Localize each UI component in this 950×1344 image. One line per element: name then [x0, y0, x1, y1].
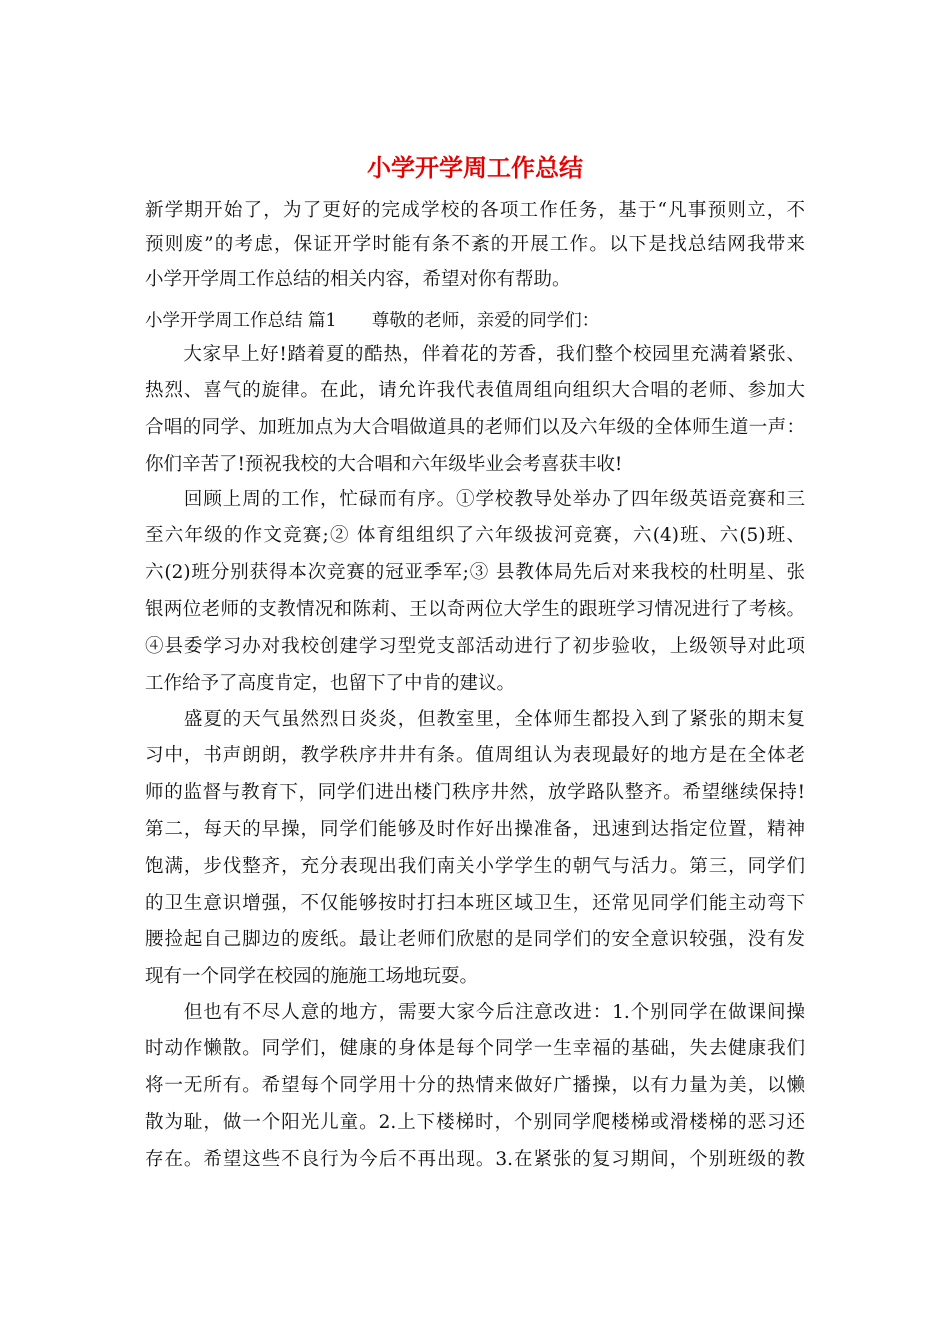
body-line: 回顾上周的工作，忙碌而有序。①学校教导处举办了四年级英语竞赛和三 — [145, 489, 805, 510]
body-line: 工作给予了高度肯定，也留下了中肯的建议。 — [145, 673, 516, 694]
body-line: ④县委学习办对我校创建学习型党支部活动进行了初步验收，上级领导对此项 — [145, 636, 805, 657]
body-line: 新学期开始了，为了更好的完成学校的各项工作任务，基于“凡事预则立，不 — [145, 200, 805, 221]
body-line: 存在。希望这些不良行为今后不再出现。3.在紧张的复习期间，个别班级的教 — [145, 1149, 805, 1170]
body-line: 大家早上好!踏着夏的酷热，伴着花的芳香，我们整个校园里充满着紧张、 — [145, 344, 805, 365]
body-line: 但也有不尽人意的地方，需要大家今后注意改进：1.个别同学在做课间操 — [145, 1002, 805, 1023]
body-line: 腰捡起自己脚边的废纸。最让老师们欣慰的是同学们的安全意识较强，没有发 — [145, 929, 805, 950]
body-line: 六(2)班分别获得本次竞赛的冠亚季军;③ 县教体局先后对来我校的杜明星、张 — [145, 562, 805, 583]
body-line: 第二，每天的早操，同学们能够及时作好出操准备，迅速到达指定位置，精神 — [145, 819, 805, 840]
body-line: 师的监督与教育下，同学们进出楼门秩序井然，放学路队整齐。希望继续保持! — [145, 782, 805, 803]
document-title: 小学开学周工作总结 — [367, 153, 583, 182]
body-line: 将一无所有。希望每个同学用十分的热情来做好广播操，以有力量为美，以懒 — [145, 1075, 805, 1096]
body-line: 饱满，步伐整齐，充分表现出我们南关小学学生的朝气与活力。第三，同学们 — [145, 856, 805, 877]
section-heading-line: 小学开学周工作总结 篇1 尊敬的老师，亲爱的同学们： — [145, 311, 600, 331]
body-line: 现有一个同学在校园的施施工场地玩耍。 — [145, 966, 479, 987]
body-line: 至六年级的作文竞赛;② 体育组组织了六年级拔河竞赛，六(4)班、六(5)班、 — [145, 525, 805, 546]
body-line: 热烈、喜气的旋律。在此，请允许我代表值周组向组织大合唱的老师、参加大 — [145, 380, 805, 401]
body-line: 小学开学周工作总结的相关内容，希望对你有帮助。 — [145, 269, 571, 290]
body-line: 盛夏的天气虽然烈日炎炎，但教室里，全体师生都投入到了紧张的期末复 — [145, 709, 805, 730]
body-line: 你们辛苦了!预祝我校的大合唱和六年级毕业会考喜获丰收! — [145, 454, 623, 475]
body-line: 的卫生意识增强，不仅能够按时打扫本班区域卫生，还常见同学们能主动弯下 — [145, 893, 805, 914]
body-line: 预则废”的考虑，保证开学时能有条不紊的开展工作。以下是找总结网我带来 — [145, 234, 805, 255]
body-line: 合唱的同学、加班加点为大合唱做道具的老师们以及六年级的全体师生道一声： — [145, 417, 805, 438]
body-line: 银两位老师的支教情况和陈莉、王以奇两位大学生的跟班学习情况进行了考核。 — [145, 599, 805, 620]
body-line: 时动作懒散。同学们，健康的身体是每个同学一生幸福的基础，失去健康我们 — [145, 1038, 805, 1059]
body-line: 散为耻，做一个阳光儿童。2.上下楼梯时，个别同学爬楼梯或滑楼梯的恶习还 — [145, 1112, 805, 1133]
body-line: 习中，书声朗朗，教学秩序井井有条。值周组认为表现最好的地方是在全体老 — [145, 745, 805, 766]
